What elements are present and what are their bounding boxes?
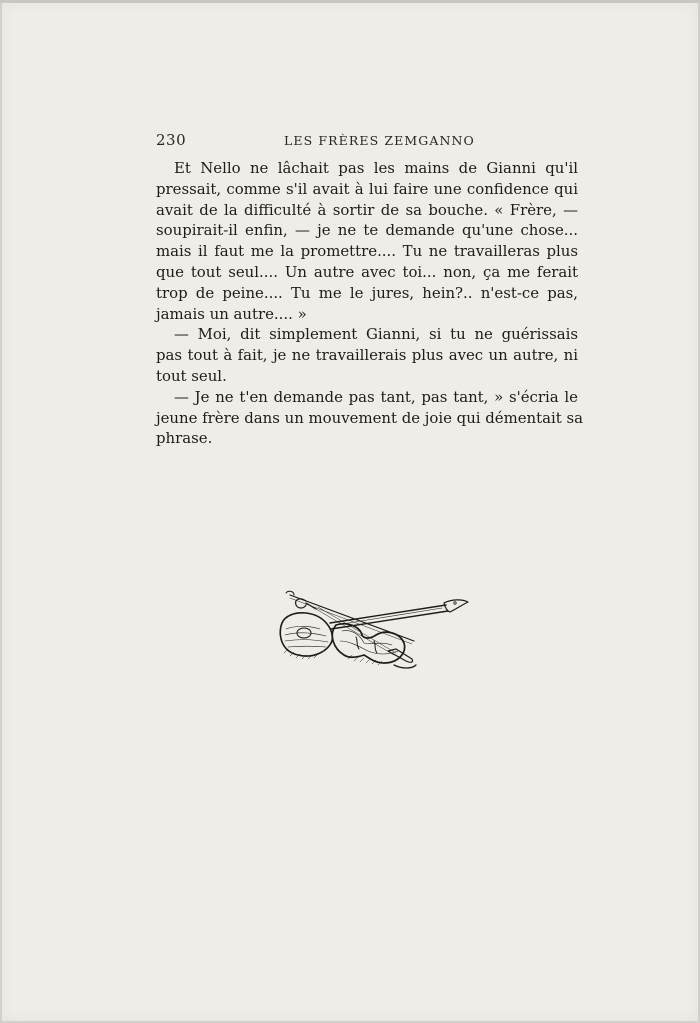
text-line: pressait, comme s'il avait à lui faire une confidence qui: [156, 179, 578, 198]
text-line: pas tout à fait, je ne travaillerais plus avec un autre, ni: [156, 346, 578, 365]
text-line: soupirait-il enfin, — je ne te demande qu'une chose...: [156, 221, 578, 240]
text-line: phrase.: [156, 429, 213, 448]
running-head: [156, 131, 578, 153]
text-line: trop de peine.... Tu me le jures, hein?.. n'est-ce pas,: [156, 283, 578, 302]
text-line: mais il faut me la promettre.... Tu ne travailleras plus: [156, 242, 578, 261]
text-line: tout seul.: [156, 366, 227, 385]
running-title: LES FRÈRES ZEMGANNO: [284, 133, 475, 148]
text-line: que tout seul.... Un autre avec toi... non, ça me ferait: [156, 262, 578, 281]
violin-and-guitar-icon: [276, 585, 476, 671]
text-line: — Je ne t'en demande pas tant, pas tant, » s'écria le: [174, 387, 578, 406]
body-text: [156, 158, 584, 449]
text-line: avait de la difficulté à sortir de sa bouche. « Frère, —: [156, 200, 578, 219]
text-line: — Moi, dit simplement Gianni, si tu ne guérissais: [174, 325, 578, 344]
page-number: 230: [156, 131, 187, 149]
paragraph-3: [156, 387, 584, 449]
text-line: jeune frère dans un mouvement de joie qui démentait sa: [156, 408, 584, 427]
text-line: Et Nello ne lâchait pas les mains de Gianni qu'il: [174, 159, 578, 177]
text-line: jamais un autre.... »: [156, 304, 307, 323]
paragraph-1: [156, 158, 578, 324]
paragraph-2: [156, 324, 578, 386]
